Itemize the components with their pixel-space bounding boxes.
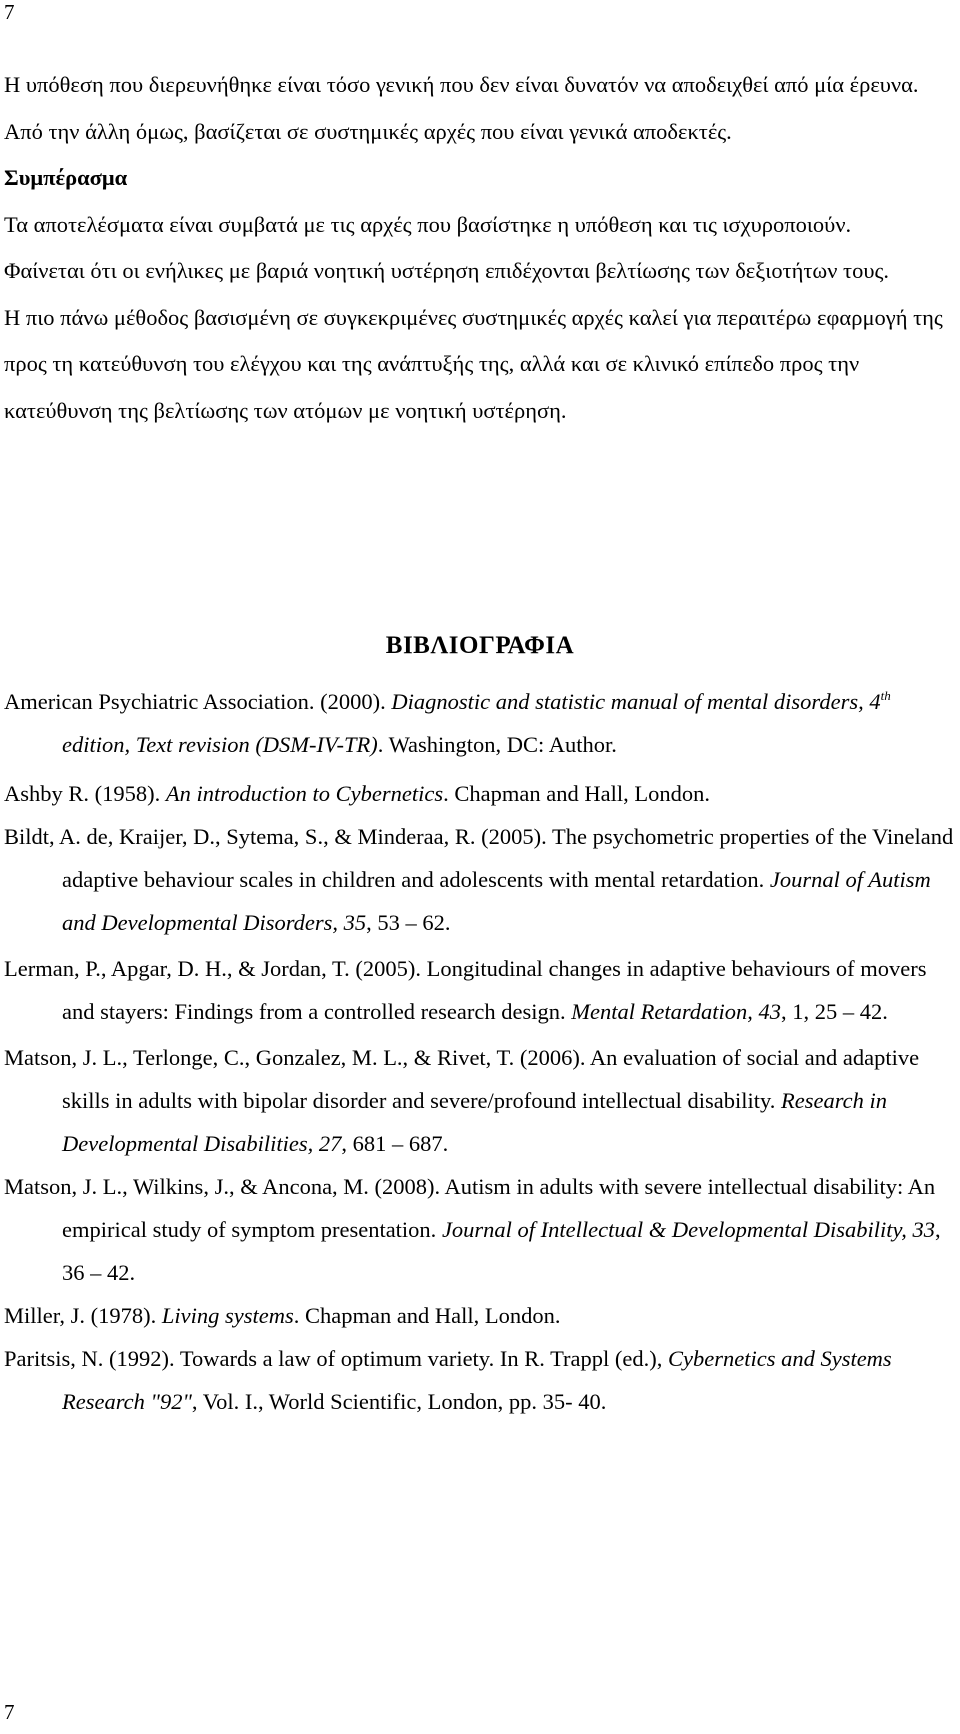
page-number-top: 7 xyxy=(4,0,15,24)
ref-matson2006-author: Matson, J. L., Terlonge, C., Gonzalez, M. L., & Rivet, T. (2006). An evaluation of social and adaptive skills in adults with bipolar disorder and severe/profound intellectual disability. xyxy=(4,1045,920,1113)
ref-miller-rest: . Chapman and Hall, London. xyxy=(293,1303,561,1328)
ref-matson2008-author: Matson, J. L., Wilkins, J., & Ancona, M. (2008). Autism in adults with severe intellectual disability: An empirical study of symptom presentation. xyxy=(4,1174,936,1242)
reference-matson-2006 xyxy=(4,1036,954,1165)
ref-bildt-author: Bildt, A. de, Kraijer, D., Sytema, S., & Minderaa, R. (2005). The psychometric properties of the Vineland adaptive behaviour scales in children and adolescents with mental retardation. xyxy=(4,824,954,892)
ref-apa-author: American Psychiatric Association. (2000). xyxy=(4,689,392,714)
ref-matson2008-journal: Journal of Intellectual & Developmental Disability, 33 xyxy=(441,1217,935,1242)
ref-apa-title-b: edition, Text revision (DSM-IV-TR) xyxy=(62,732,378,757)
paragraph-adults: Φαίνεται ότι οι ενήλικες με βαριά νοητική υστέρηση επιδέχονται βελτίωσης των δεξιοτήτων τους. xyxy=(4,258,890,283)
reference-bildt xyxy=(4,815,954,944)
ref-lerman-rest: , 1, 25 – 42. xyxy=(781,999,888,1024)
paragraph-results: Τα αποτελέσματα είναι συμβατά με τις αρχές που βασίστηκε η υπόθεση και τις ισχυροποιούν. xyxy=(4,211,852,237)
ref-paritsis-title: Cybernetics and Systems Research "92" xyxy=(62,1346,892,1414)
bibliography-heading: ΒΙΒΛΙΟΓΡΑΦΙΑ xyxy=(385,632,575,659)
page-number-bottom: 7 xyxy=(4,1700,15,1724)
ref-miller-author: Miller, J. (1978). xyxy=(4,1303,162,1328)
reference-ashby xyxy=(4,772,954,815)
ref-lerman-author: Lerman, P., Apgar, D. H., & Jordan, T. (2005). Longitudinal changes in adaptive behaviours of movers and stayers: Findings from a controlled research design. xyxy=(4,956,927,1024)
body-text xyxy=(4,62,954,434)
reference-matson-2008 xyxy=(4,1165,954,1294)
ref-ashby-rest: . Chapman and Hall, London. xyxy=(443,781,710,806)
ref-apa-title-a: Diagnostic and statistic manual of mental disorders, 4 xyxy=(391,689,881,714)
reference-apa xyxy=(4,680,954,766)
reference-lerman xyxy=(4,947,954,1033)
reference-miller xyxy=(4,1294,954,1337)
ref-bildt-rest: , 53 – 62. xyxy=(366,910,451,935)
ref-paritsis-rest: , Vol. I., World Scientific, London, pp. 35- 40. xyxy=(191,1389,607,1414)
ref-matson2008-rest: , 36 – 42. xyxy=(62,1217,941,1285)
ref-ashby-author: Ashby R. (1958). xyxy=(4,781,166,806)
reference-paritsis xyxy=(4,1337,954,1423)
ref-matson2006-journal: Research in Developmental Disabilities, 27 xyxy=(62,1088,888,1156)
ref-ashby-title: An introduction to Cybernetics xyxy=(165,781,444,806)
paragraph-method: Η πιο πάνω μέθοδος βασισμένη σε συγκεκριμένες συστημικές αρχές καλεί για περαιτέρω εφαρμογή της προς τη κατεύθυνση του ελέγχου και της ανάπτυξής της, αλλά και σε κλινικό επίπεδο προς την κατεύθυνση της βελτίωσης των ατόμων με νοητική υστέρηση. xyxy=(4,304,943,423)
ref-apa-rest: . Washington, DC: Author. xyxy=(377,732,617,757)
reference-list xyxy=(4,680,954,1423)
paragraph-hypothesis: Η υπόθεση που διερευνήθηκε είναι τόσο γενική που δεν είναι δυνατόν να αποδειχθεί από μία έρευνα. Από την άλλη όμως, βασίζεται σε συστημικές αρχές που είναι γενικά αποδεκτές. xyxy=(4,72,919,144)
ref-bildt-journal: Journal of Autism and Developmental Disorders, 35 xyxy=(62,867,931,935)
conclusion-heading: Συμπέρασμα xyxy=(4,165,128,190)
ref-apa-sup: th xyxy=(880,688,891,703)
ref-paritsis-author: Paritsis, N. (1992). Towards a law of optimum variety. In R. Trappl (ed.), xyxy=(4,1346,668,1371)
ref-lerman-journal: Mental Retardation, 43 xyxy=(571,999,782,1024)
ref-matson2006-rest: , 681 – 687. xyxy=(341,1131,449,1156)
ref-miller-title: Living systems xyxy=(161,1303,294,1328)
